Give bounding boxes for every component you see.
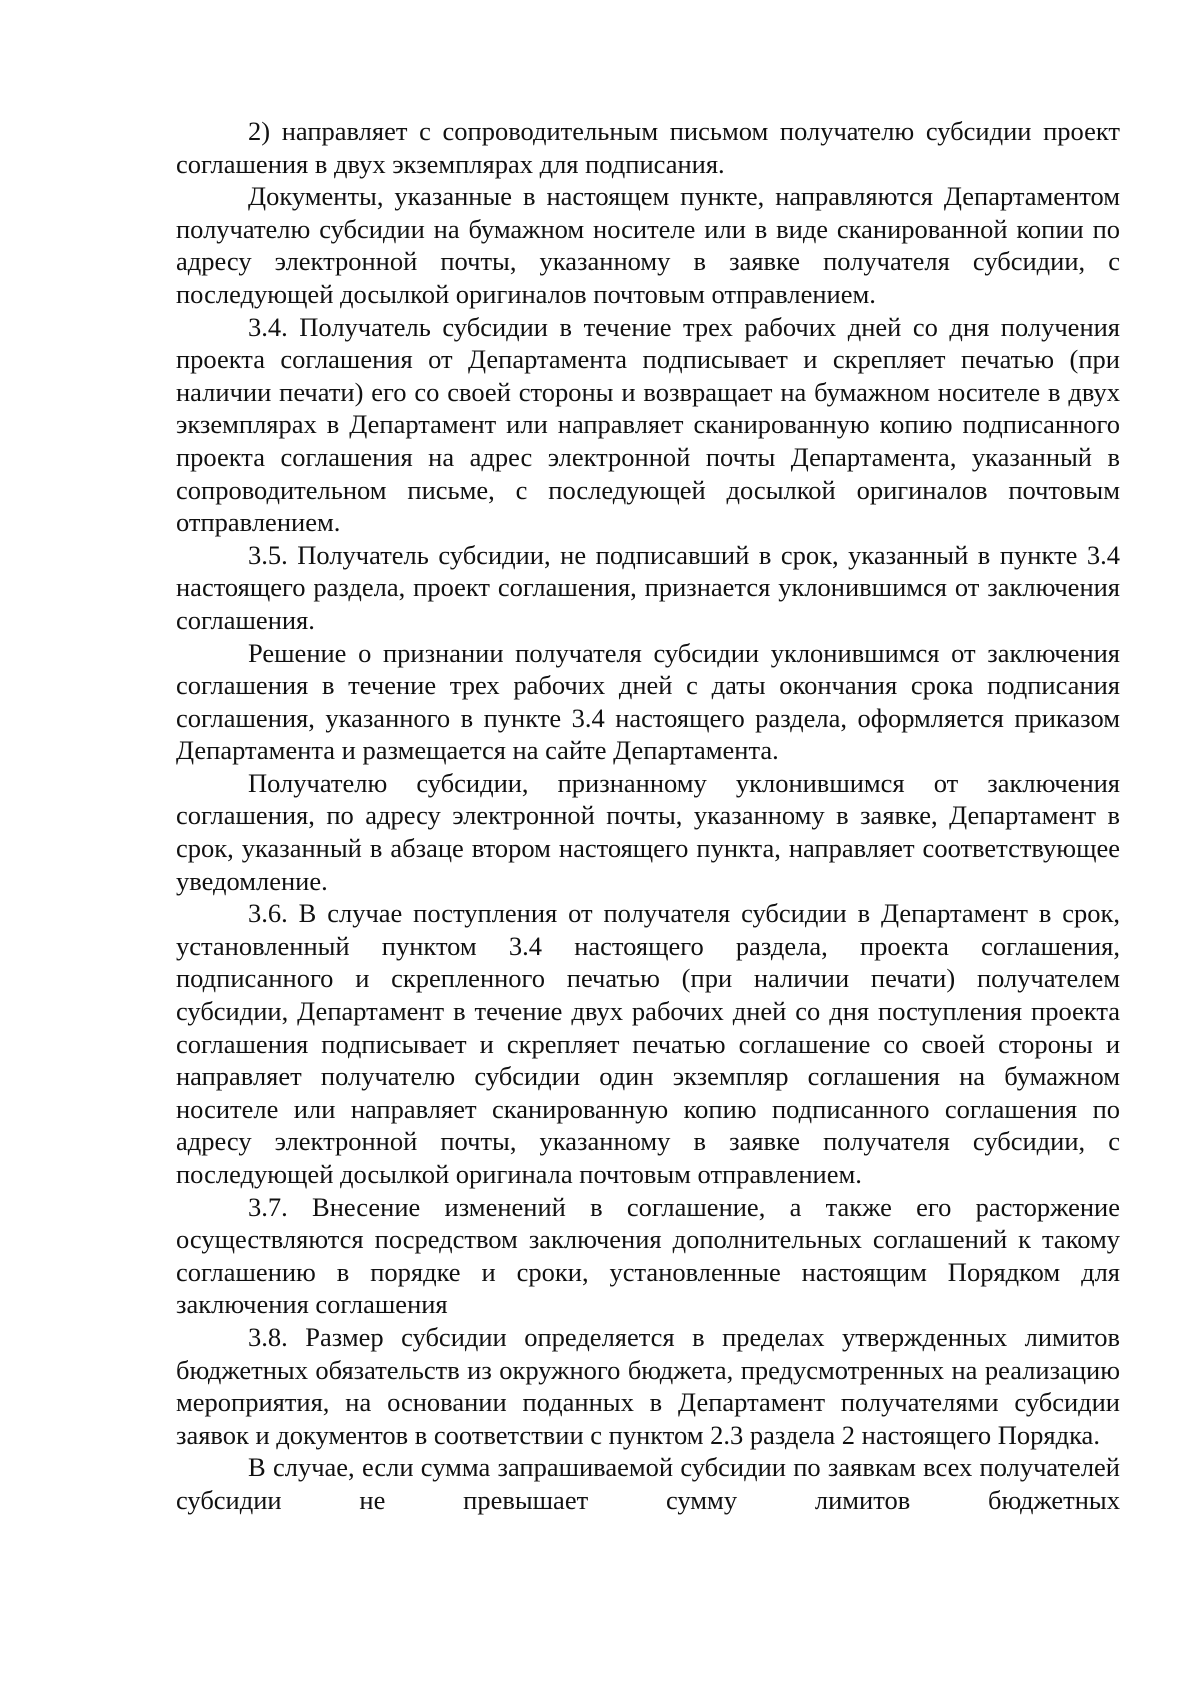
document-body [176, 115, 1120, 1517]
paragraph-item-2-sending: 2) направляет с сопроводительным письмом получателю субсидии проект соглашения в двух экземплярах для подписания. [176, 116, 1120, 179]
paragraph-3-5: 3.5. Получатель субсидии, не подписавший в срок, указанный в пункте 3.4 настоящего раздела, проект соглашения, признается уклонившимся от заключения соглашения. [176, 539, 1120, 635]
paragraph-3-7: 3.7. Внесение изменений в соглашение, а также его расторжение осуществляются посредством заключения дополнительных соглашений к такому соглашению в порядке и сроки, установленные настоящим Порядком для заключения соглашения [176, 1191, 1120, 1320]
paragraph-notification: Получателю субсидии, признанному уклонившимся от заключения соглашения, по адресу электронной почты, указанному в заявке, Департамент в срок, указанный в абзаце втором настоящего пункта, направляет соответствующее уведомление. [176, 767, 1120, 896]
paragraph-3-4: 3.4. Получатель субсидии в течение трех рабочих дней со дня получения проекта соглашения от Департамента подписывает и скрепляет печатью (при наличии печати) его со своей стороны и возвращает на бумажном носителе в двух экземплярах в Департамент или направляет сканированную копию подписанного проекта соглашения на адрес электронной почты Департамента, указанный в сопроводительном письме, с последующей досылкой оригиналов почтовым отправлением. [176, 311, 1120, 538]
paragraph-3-8: 3.8. Размер субсидии определяется в пределах утвержденных лимитов бюджетных обязательств из окружного бюджета, предусмотренных на реализацию мероприятия, на основании поданных в Департамент получателями субсидии заявок и документов в соответствии с пунктом 2.3 раздела 2 настоящего Порядка. [176, 1321, 1120, 1450]
paragraph-decision: Решение о признании получателя субсидии уклонившимся от заключения соглашения в течение трех рабочих дней с даты окончания срока подписания соглашения, указанного в пункте 3.4 настоящего раздела, оформляется приказом Департамента и размещается на сайте Департамента. [176, 637, 1120, 766]
paragraph-3-6: 3.6. В случае поступления от получателя субсидии в Департамент в срок, установленный пунктом 3.4 настоящего раздела, проекта соглашения, подписанного и скрепленного печатью (при наличии печати) получателем субсидии, Департамент в течение двух рабочих дней со дня поступления проекта соглашения подписывает и скрепляет печатью соглашение со своей стороны и направляет получателю субсидии один экземпляр соглашения на бумажном носителе или направляет сканированную копию подписанного соглашения по адресу электронной почты, указанному в заявке получателя субсидии, с последующей досылкой оригинала почтовым отправлением. [176, 898, 1120, 1189]
paragraph-subsidy-sum: В случае, если сумма запрашиваемой субсидии по заявкам всех получателей субсидии не превышает сумму лимитов бюджетных [176, 1452, 1120, 1515]
paragraph-documents-sending: Документы, указанные в настоящем пункте, направляются Департаментом получателю субсидии на бумажном носителе или в виде сканированной копии по адресу электронной почты, указанному в заявке получателя субсидии, с последующей досылкой оригиналов почтовым отправлением. [176, 181, 1120, 309]
